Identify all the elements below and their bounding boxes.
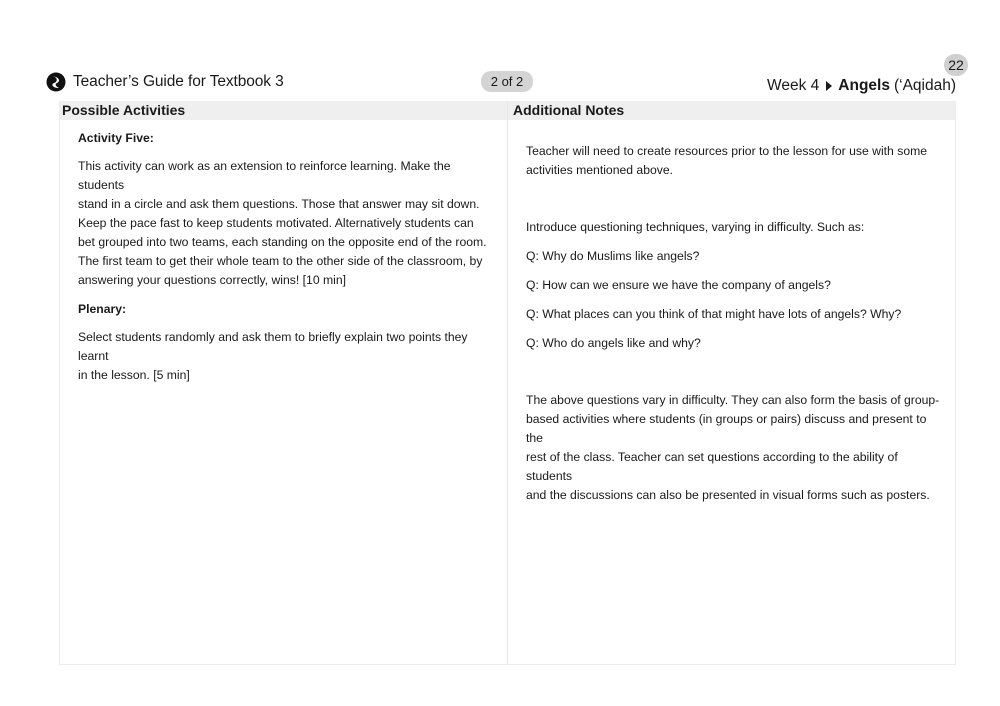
plenary-title: Plenary: [78,302,127,316]
page-number: 22 [944,54,968,76]
plenary-description [78,328,498,385]
lesson-breadcrumb [767,77,956,95]
activity-description [78,157,498,290]
text-line: and the discussions can also be presented in visual forms such as posters. [526,488,930,502]
topic-title: Angels [838,77,890,94]
topic-subtitle: (‘Aqidah) [893,77,956,94]
question-item: Q: Who do angels like and why? [526,336,701,350]
page-indicator: 2 of 2 [481,71,533,92]
text-line: activities mentioned above. [526,163,674,177]
lesson-table [59,101,956,665]
text-line: answering your questions correctly, wins! [10 min] [78,273,347,287]
text-line: The above questions vary in difficulty. They can also form the basis of group- [526,393,940,407]
text-line: in the lesson. [5 min] [78,368,190,382]
additional-notes-column [507,101,956,665]
possible-activities-column [59,101,507,665]
question-item: Q: What places can you think of that might have lots of angels? Why? [526,307,902,321]
text-line: rest of the class. Teacher can set questions according to the ability of students [526,450,898,483]
text-line: based activities where students (in groups or pairs) discuss and present to the [526,412,927,445]
guide-header [46,72,284,92]
text-line: bet grouped into two teams, each standing on the opposite end of the room. [78,235,487,249]
text-line: This activity can work as an extension to reinforce learning. Make the students [78,159,451,192]
resources-note [526,142,946,180]
question-item: Q: How can we ensure we have the company of angels? [526,278,831,292]
closing-note [526,391,946,505]
activity-title: Activity Five: [78,131,154,145]
publisher-logo-icon [46,72,66,92]
additional-notes-body [526,142,946,505]
text-line: The first team to get their whole team to the other side of the classroom, by [78,254,483,268]
questioning-intro: Introduce questioning techniques, varying in difficulty. Such as: [526,220,865,234]
guide-title: Teacher’s Guide for Textbook 3 [73,73,284,90]
text-line: stand in a circle and ask them questions. Those that answer may sit down. [78,197,480,211]
caret-right-icon [826,81,832,91]
possible-activities-body [78,129,498,385]
additional-notes-heading: Additional Notes [508,101,955,120]
text-line: Keep the pace fast to keep students motivated. Alternatively students can [78,216,474,230]
text-line: Select students randomly and ask them to briefly explain two points they learnt [78,330,468,363]
possible-activities-heading: Possible Activities [60,101,507,120]
text-line: Teacher will need to create resources prior to the lesson for use with some [526,144,928,158]
week-label: Week 4 [767,77,820,94]
question-item: Q: Why do Muslims like angels? [526,249,700,263]
